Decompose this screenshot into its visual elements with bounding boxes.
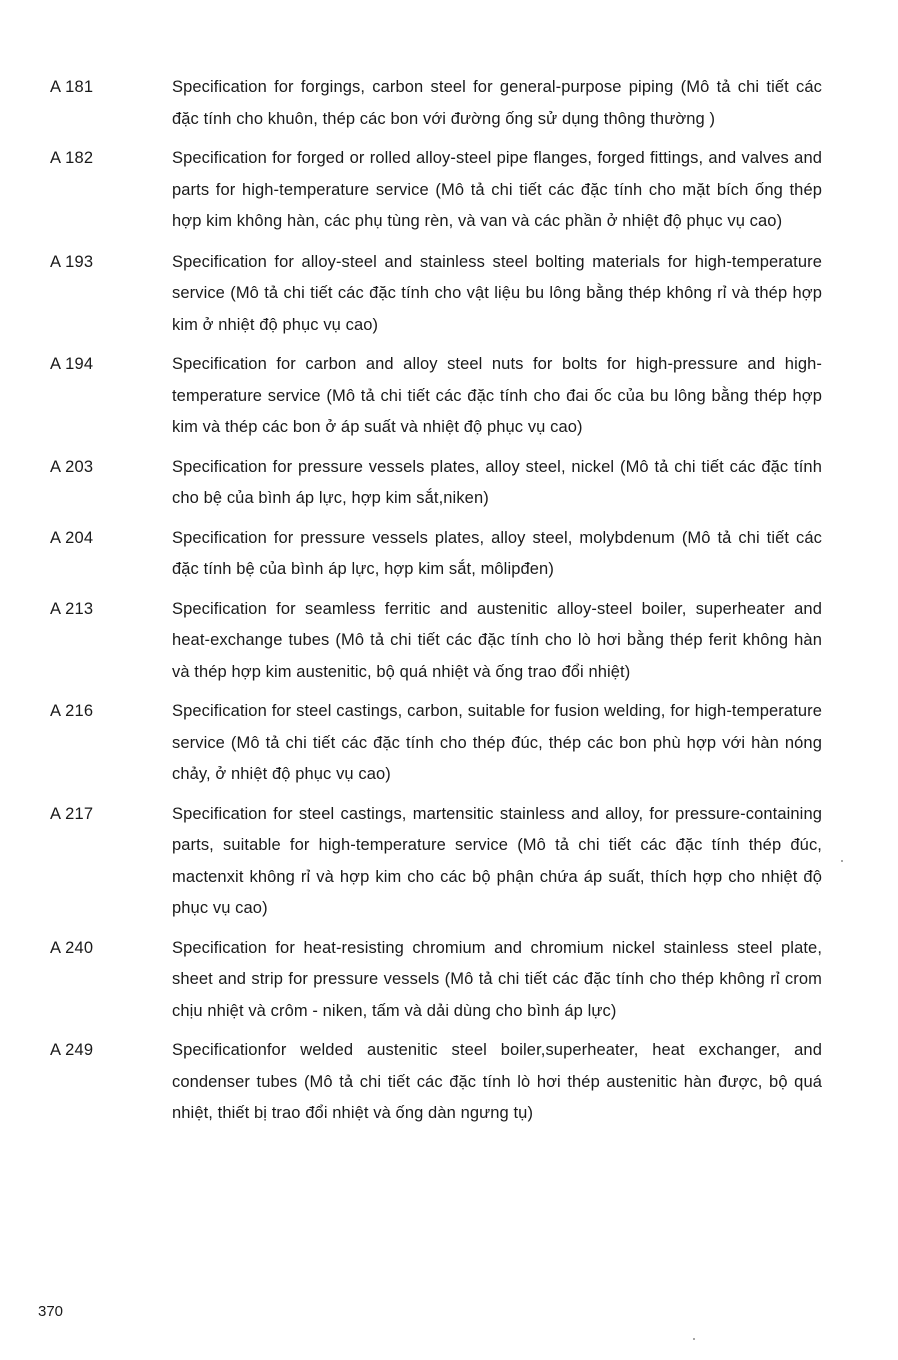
specification-entry (50, 696, 822, 791)
specification-entry (50, 247, 822, 342)
specification-code: A 181 (50, 78, 94, 96)
specification-code: A 216 (50, 702, 94, 720)
specification-entry (50, 1035, 822, 1130)
specification-code: A 194 (50, 355, 94, 373)
specification-entry (50, 349, 822, 444)
specification-description: Specification for steel castings, martensitic stainless and alloy, for pressure-containing parts, suitable for high-temperature service (Mô tả chi tiết các đặc tính thép đúc, mactenxit không rỉ và hợp kim cho các bộ phận chứa áp suất, thích hợp cho nhiệt độ phục vụ cao) (172, 804, 822, 917)
specification-description: Specification for forgings, carbon steel for general-purpose piping (Mô tả chi tiết các đặc tính cho khuôn, thép các bon với đường ống sử dụng thông thường ) (172, 78, 822, 128)
specification-entry (50, 799, 822, 925)
page-number: 370 (38, 1303, 64, 1320)
specification-description: Specificationfor welded austenitic steel boiler,superheater, heat exchanger, and condenser tubes (Mô tả chi tiết các đặc tính lò hơi thép austenitic hàn được, bộ quá nhiệt, thiết bị trao đổi nhiệt và ống dàn ngưng tụ) (172, 1041, 822, 1122)
specification-description: Specification for alloy-steel and stainless steel bolting materials for high-temperature service (Mô tả chi tiết các đặc tính cho vật liệu bu lông bằng thép không rỉ và thép hợp kim ở nhiệt độ phục vụ cao) (172, 252, 822, 334)
specification-description: Specification for seamless ferritic and austenitic alloy-steel boiler, superheater and heat-exchange tubes (Mô tả chi tiết các đặc tính cho lò hơi bằng thép ferit không hàn và thép hợp kim austenitic, bộ quá nhiệt và ống trao đổi nhiệt) (172, 599, 822, 681)
specification-code: A 193 (50, 252, 94, 271)
specification-description: Specification for pressure vessels plates, alloy steel, molybdenum (Mô tả chi tiết các đặc tính bệ của bình áp lực, hợp kim sắt, môlipđen) (172, 528, 822, 578)
specification-description: Specification for forged or rolled alloy-steel pipe flanges, forged fittings, and valves and parts for high-temperature service (Mô tả chi tiết các đặc tính cho mặt bích ống thép hợp kim không hàn, các phụ tùng rèn, và van và các phần ở nhiệt độ phục vụ cao) (172, 149, 822, 230)
specification-code: A 249 (50, 1041, 94, 1059)
specification-code: A 217 (50, 804, 94, 823)
specification-description: Specification for carbon and alloy steel nuts for bolts for high-pressure and high-temperature service (Mô tả chi tiết các đặc tính cho đai ốc của bu lông bằng thép hợp kim và thép các bon ở áp suất và nhiệt độ phục vụ cao) (172, 355, 822, 436)
specification-code: A 204 (50, 528, 94, 547)
specification-code: A 182 (50, 149, 94, 167)
specification-entry (50, 594, 822, 689)
scan-speck (841, 860, 843, 862)
specification-code: A 213 (50, 599, 94, 618)
specification-code: A 203 (50, 457, 94, 476)
specification-description: Specification for pressure vessels plates, alloy steel, nickel (Mô tả chi tiết các đặc tính cho bệ của bình áp lực, hợp kim sắt,niken) (172, 457, 822, 507)
specification-entry (50, 523, 822, 586)
specification-list (50, 72, 822, 1130)
scan-speck (693, 1338, 695, 1340)
specification-entry (50, 143, 822, 238)
specification-entry (50, 452, 822, 515)
specification-entry (50, 933, 822, 1028)
specification-description: Specification for steel castings, carbon, suitable for fusion welding, for high-temperature service (Mô tả chi tiết các đặc tính cho thép đúc, thép các bon phù hợp với hàn nóng chảy, ở nhiệt độ phục vụ cao) (172, 702, 822, 783)
specification-description: Specification for heat-resisting chromium and chromium nickel stainless steel plate, sheet and strip for pressure vessels (Mô tả chi tiết các đặc tính cho thép không rỉ crom chịu nhiệt và crôm - niken, tấm và dải dùng cho bình áp lực) (172, 938, 822, 1020)
specification-entry (50, 72, 822, 135)
specification-code: A 240 (50, 938, 94, 957)
